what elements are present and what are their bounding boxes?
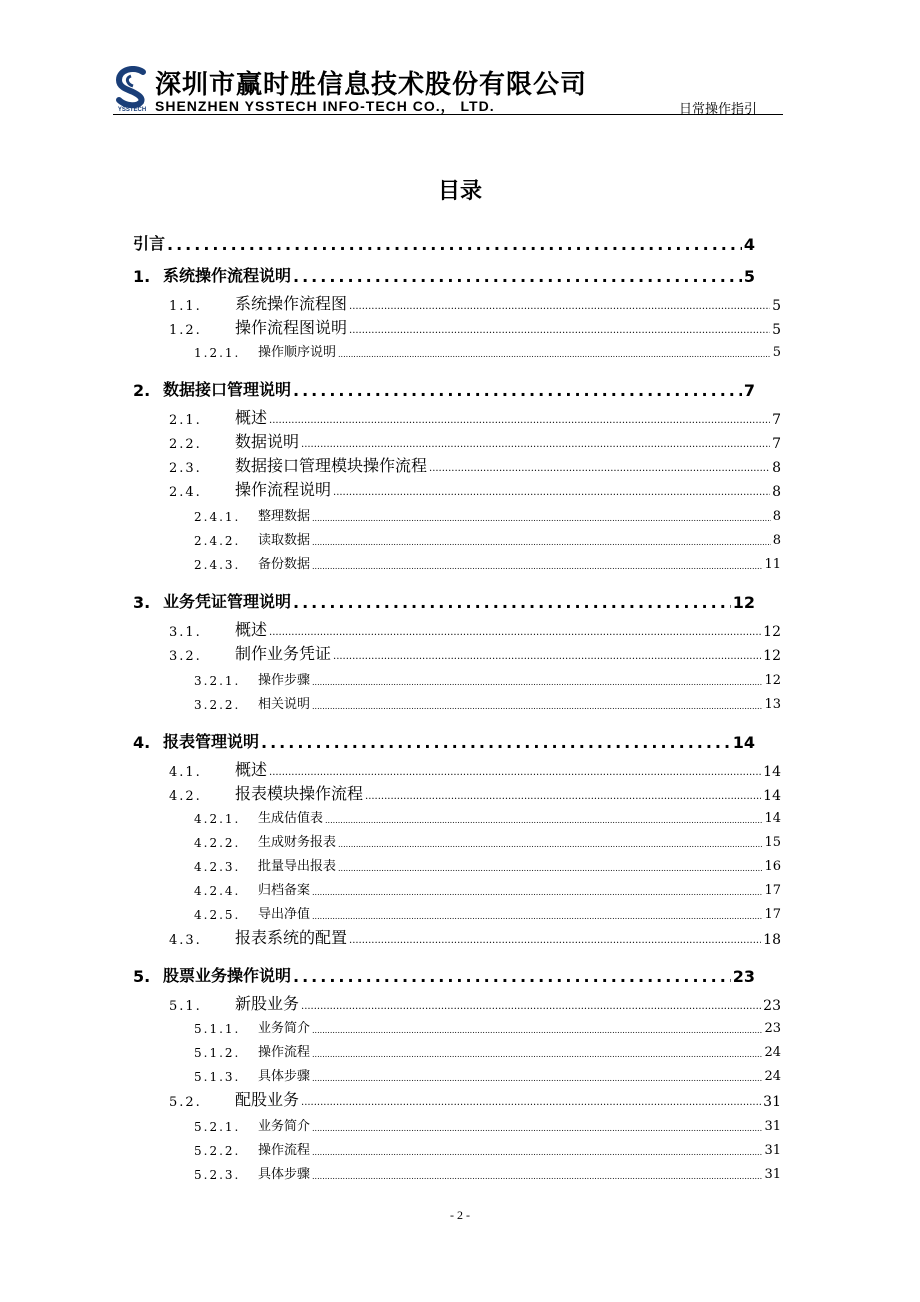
toc-entry[interactable] bbox=[194, 1138, 781, 1158]
toc-dot-leader bbox=[325, 815, 762, 826]
toc-dot-leader bbox=[349, 300, 770, 314]
toc-dot-leader bbox=[293, 268, 742, 286]
toc-entry-number: 5.1. bbox=[169, 999, 202, 1014]
toc-dot-leader bbox=[349, 324, 770, 338]
toc-entry-page: 31 bbox=[764, 1143, 781, 1158]
toc-entry-number: 5.2. bbox=[169, 1095, 202, 1110]
toc-entry-page: 17 bbox=[764, 883, 781, 898]
toc-title: 目录 bbox=[437, 179, 482, 204]
toc-entry-page: 24 bbox=[764, 1045, 781, 1060]
page-header bbox=[113, 58, 783, 116]
toc-entry-number: 2. bbox=[133, 381, 151, 400]
toc-entry-page: 13 bbox=[764, 697, 781, 712]
toc-entry-page: 31 bbox=[764, 1119, 781, 1134]
toc-entry[interactable] bbox=[169, 618, 781, 640]
toc-entry-page: 12 bbox=[732, 593, 755, 612]
toc-entry-page: 7 bbox=[772, 412, 781, 428]
toc-entry-number: 3.1. bbox=[169, 625, 202, 640]
toc-dot-leader bbox=[293, 382, 742, 400]
toc-entry-number: 4. bbox=[133, 733, 151, 752]
toc-dot-leader bbox=[338, 349, 771, 360]
toc-entry-page: 12 bbox=[763, 624, 781, 640]
toc-dot-leader bbox=[301, 438, 770, 452]
toc-entry-label: 概述 bbox=[235, 620, 268, 639]
toc-dot-leader bbox=[312, 1147, 762, 1158]
toc-dot-leader bbox=[312, 1171, 762, 1182]
toc-entry-label: 制作业务凭证 bbox=[235, 644, 332, 663]
toc-dot-leader bbox=[333, 486, 770, 500]
toc-entry-number: 5.1.3. bbox=[194, 1070, 241, 1084]
toc-entry-number: 2.4.1. bbox=[194, 510, 241, 524]
toc-entry-label: 数据说明 bbox=[235, 432, 300, 451]
toc-entry[interactable] bbox=[169, 992, 781, 1014]
toc-entry[interactable] bbox=[169, 478, 781, 500]
toc-entry-label: 具体步骤 bbox=[258, 1167, 311, 1182]
toc-entry[interactable] bbox=[194, 692, 781, 712]
toc-entry-number: 5. bbox=[133, 967, 151, 986]
toc-entry[interactable] bbox=[169, 758, 781, 780]
toc-entry[interactable] bbox=[194, 668, 781, 688]
toc-entry[interactable] bbox=[194, 806, 781, 826]
toc-entry[interactable] bbox=[169, 316, 781, 338]
toc-entry-label: 操作步骤 bbox=[258, 673, 311, 688]
toc-entry-label: 归档备案 bbox=[258, 883, 311, 898]
toc-entry-page: 11 bbox=[764, 557, 781, 572]
toc-entry-label: 业务凭证管理说明 bbox=[163, 592, 292, 611]
logo-lettering: YSSTECH bbox=[117, 107, 147, 112]
toc-entry-page: 8 bbox=[772, 460, 781, 476]
toc-entry-page: 14 bbox=[763, 788, 781, 804]
toc-entry-number: 2.4. bbox=[169, 485, 202, 500]
toc-dot-leader bbox=[167, 236, 742, 254]
toc-entry[interactable] bbox=[194, 1064, 781, 1084]
toc-entry-label: 业务简介 bbox=[258, 1021, 311, 1036]
toc-entry-number: 3.2. bbox=[169, 649, 202, 664]
toc-entry-number: 4.2. bbox=[169, 789, 202, 804]
toc-entry-number: 4.2.3. bbox=[194, 860, 241, 874]
toc-entry-number: 2.4.2. bbox=[194, 534, 241, 548]
toc-entry[interactable] bbox=[194, 902, 781, 922]
toc-entry[interactable] bbox=[133, 960, 755, 986]
toc-entry-label: 读取数据 bbox=[258, 533, 311, 548]
toc-entry-label: 引言 bbox=[133, 234, 166, 253]
toc-entry-number: 3.2.2. bbox=[194, 698, 241, 712]
toc-entry[interactable] bbox=[133, 726, 755, 752]
toc-entry-page: 14 bbox=[732, 733, 755, 752]
company-name-en: SHENZHEN YSSTECH INFO-TECH CO.， LTD. bbox=[155, 98, 495, 114]
toc-entry[interactable] bbox=[133, 228, 755, 254]
toc-dot-leader bbox=[349, 934, 761, 948]
toc-entry-label: 数据接口管理模块操作流程 bbox=[235, 456, 428, 475]
toc-entry-page: 5 bbox=[772, 322, 781, 338]
toc-entry[interactable] bbox=[169, 926, 781, 948]
toc-entry[interactable] bbox=[194, 1162, 781, 1182]
toc-entry-page: 7 bbox=[772, 436, 781, 452]
toc-dot-leader bbox=[293, 968, 731, 986]
toc-entry-number: 4.2.1. bbox=[194, 812, 241, 826]
toc-entry-number: 2.1. bbox=[169, 413, 202, 428]
company-name-cn: 深圳市赢时胜信息技术股份有限公司 bbox=[155, 70, 588, 100]
toc-entry[interactable] bbox=[169, 292, 781, 314]
toc-entry-page: 12 bbox=[764, 673, 781, 688]
toc-entry-number: 1.2.1. bbox=[194, 346, 241, 360]
toc-entry-label: 生成财务报表 bbox=[258, 835, 337, 850]
toc-entry-number: 4.2.5. bbox=[194, 908, 241, 922]
toc-dot-leader bbox=[261, 734, 731, 752]
toc-entry-page: 18 bbox=[763, 932, 781, 948]
toc-entry[interactable] bbox=[194, 830, 781, 850]
toc-entry-page: 23 bbox=[732, 967, 755, 986]
toc-entry-label: 报表管理说明 bbox=[163, 732, 260, 751]
toc-entry-page: 8 bbox=[772, 484, 781, 500]
toc-entry-number: 4.1. bbox=[169, 765, 202, 780]
toc-entry-page: 5 bbox=[772, 345, 781, 360]
toc-entry-page: 14 bbox=[764, 811, 781, 826]
toc-entry-label: 操作流程说明 bbox=[235, 480, 332, 499]
toc-entry-label: 操作流程 bbox=[258, 1143, 311, 1158]
toc-entry-number: 1. bbox=[133, 267, 151, 286]
toc-entry-label: 报表模块操作流程 bbox=[235, 784, 364, 803]
toc-entry-label: 概述 bbox=[235, 760, 268, 779]
toc-entry-number: 4.3. bbox=[169, 933, 202, 948]
toc-dot-leader bbox=[312, 1123, 762, 1134]
toc-entry-label: 新股业务 bbox=[235, 994, 300, 1013]
toc-entry-page: 14 bbox=[763, 764, 781, 780]
toc-entry-page: 4 bbox=[743, 235, 755, 254]
toc-entry-number: 1.1. bbox=[169, 299, 202, 314]
toc-entry[interactable] bbox=[169, 782, 781, 804]
toc-entry-number: 5.2.1. bbox=[194, 1120, 241, 1134]
toc-entry[interactable] bbox=[133, 586, 755, 612]
toc-entry-label: 配股业务 bbox=[235, 1090, 300, 1109]
toc-dot-leader bbox=[312, 537, 771, 548]
toc-entry-number: 4.2.4. bbox=[194, 884, 241, 898]
toc-dot-leader bbox=[312, 677, 762, 688]
toc-entry[interactable] bbox=[194, 1114, 781, 1134]
toc-dot-leader bbox=[365, 790, 761, 804]
toc-entry[interactable] bbox=[194, 878, 781, 898]
toc-entry-label: 操作流程图说明 bbox=[235, 318, 348, 337]
toc-dot-leader bbox=[312, 1025, 762, 1036]
toc-dot-leader bbox=[312, 911, 762, 922]
page-number: - 2 - bbox=[450, 1208, 470, 1222]
toc-entry[interactable] bbox=[133, 260, 755, 286]
toc-entry-label: 导出净值 bbox=[258, 907, 311, 922]
toc-entry[interactable] bbox=[133, 374, 755, 400]
toc-entry[interactable] bbox=[169, 430, 781, 452]
header-divider bbox=[113, 114, 783, 115]
toc-entry-number: 3.2.1. bbox=[194, 674, 241, 688]
toc-entry-label: 操作流程 bbox=[258, 1045, 311, 1060]
toc-entry-number: 5.2.2. bbox=[194, 1144, 241, 1158]
toc-entry-number: 3. bbox=[133, 593, 151, 612]
toc-entry-page: 16 bbox=[764, 859, 781, 874]
toc-entry-label: 报表系统的配置 bbox=[235, 928, 348, 947]
toc-entry-number: 4.2.2. bbox=[194, 836, 241, 850]
toc-dot-leader bbox=[338, 839, 762, 850]
toc-dot-leader bbox=[312, 1049, 762, 1060]
toc-entry-number: 1.2. bbox=[169, 323, 202, 338]
toc-entry-label: 备份数据 bbox=[258, 557, 311, 572]
toc-entry-label: 操作顺序说明 bbox=[258, 345, 337, 360]
toc-entry[interactable] bbox=[194, 340, 781, 360]
toc-entry-label: 生成估值表 bbox=[258, 811, 324, 826]
toc-entry-page: 8 bbox=[772, 533, 781, 548]
toc-entry-page: 5 bbox=[772, 298, 781, 314]
toc-entry-number: 5.1.2. bbox=[194, 1046, 241, 1060]
toc-entry-page: 24 bbox=[764, 1069, 781, 1084]
toc-entry-label: 股票业务操作说明 bbox=[163, 966, 292, 985]
company-logo-icon bbox=[113, 66, 151, 112]
toc-dot-leader bbox=[269, 414, 770, 428]
toc-entry[interactable] bbox=[194, 528, 781, 548]
toc-dot-leader bbox=[301, 1096, 761, 1110]
toc-entry[interactable] bbox=[169, 406, 781, 428]
toc-dot-leader bbox=[338, 863, 762, 874]
toc-dot-leader bbox=[312, 561, 762, 572]
toc-dot-leader bbox=[429, 462, 770, 476]
toc-dot-leader bbox=[312, 701, 762, 712]
toc-entry-page: 23 bbox=[763, 998, 781, 1014]
toc-entry-label: 系统操作流程说明 bbox=[163, 266, 292, 285]
toc-entry-label: 相关说明 bbox=[258, 697, 311, 712]
toc-dot-leader bbox=[312, 887, 762, 898]
toc-entry-label: 批量导出报表 bbox=[258, 859, 337, 874]
document-name: 日常操作指引 bbox=[678, 102, 757, 117]
toc-entry[interactable] bbox=[169, 642, 781, 664]
toc-dot-leader bbox=[312, 513, 771, 524]
toc-entry-number: 5.1.1. bbox=[194, 1022, 241, 1036]
toc-entry-label: 系统操作流程图 bbox=[235, 294, 348, 313]
toc-entry-page: 5 bbox=[743, 267, 755, 286]
toc-entry-page: 31 bbox=[764, 1167, 781, 1182]
toc-entry-page: 23 bbox=[764, 1021, 781, 1036]
toc-entry-label: 业务简介 bbox=[258, 1119, 311, 1134]
toc-dot-leader bbox=[269, 626, 761, 640]
toc-dot-leader bbox=[269, 766, 761, 780]
toc-entry[interactable] bbox=[169, 454, 781, 476]
toc-dot-leader bbox=[312, 1073, 762, 1084]
toc-entry[interactable] bbox=[194, 552, 781, 572]
toc-entry-label: 整理数据 bbox=[258, 509, 311, 524]
toc-entry-number: 2.3. bbox=[169, 461, 202, 476]
toc-dot-leader bbox=[333, 650, 761, 664]
toc-entry-number: 2.2. bbox=[169, 437, 202, 452]
toc-dot-leader bbox=[301, 1000, 761, 1014]
toc-entry-page: 8 bbox=[772, 509, 781, 524]
toc-entry[interactable] bbox=[194, 1016, 781, 1036]
toc-entry-label: 概述 bbox=[235, 408, 268, 427]
toc-entry-page: 15 bbox=[764, 835, 781, 850]
toc-dot-leader bbox=[293, 594, 731, 612]
toc-entry-label: 数据接口管理说明 bbox=[163, 380, 292, 399]
toc-entry-number: 2.4.3. bbox=[194, 558, 241, 572]
toc-entry[interactable] bbox=[169, 1088, 781, 1110]
toc-entry-label: 具体步骤 bbox=[258, 1069, 311, 1084]
toc-entry[interactable] bbox=[194, 854, 781, 874]
toc-entry-page: 17 bbox=[764, 907, 781, 922]
toc-entry[interactable] bbox=[194, 1040, 781, 1060]
toc-entry[interactable] bbox=[194, 504, 781, 524]
toc-entry-number: 5.2.3. bbox=[194, 1168, 241, 1182]
toc-entry-page: 31 bbox=[763, 1094, 781, 1110]
toc-entry-page: 7 bbox=[743, 381, 755, 400]
toc-entry-page: 12 bbox=[763, 648, 781, 664]
